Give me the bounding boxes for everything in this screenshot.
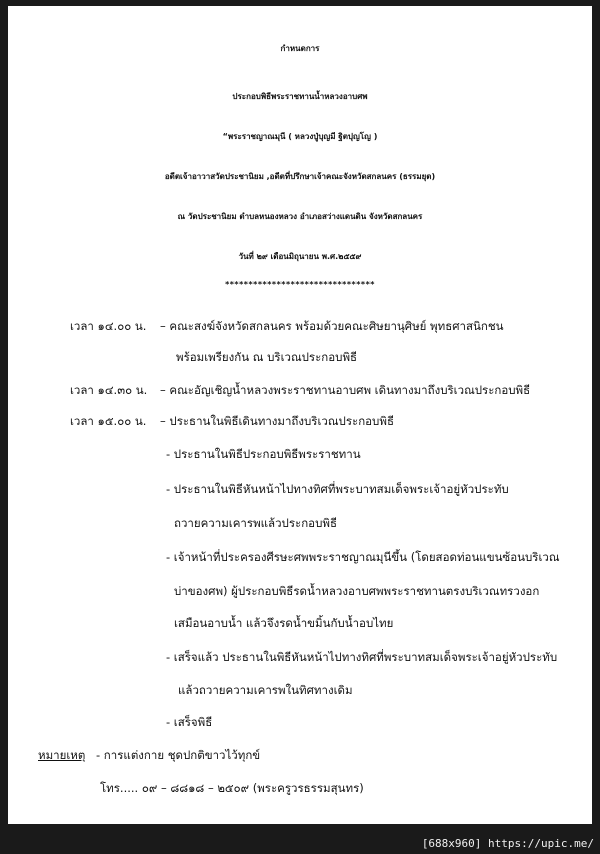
note-phone: โทร..... ๐๙ – ๘๘๑๘ – ๒๕๐๙ (พระครูวรธรรมสุนทร)	[100, 781, 364, 795]
honoree-name: “พระราชญาณมุนี ( หลวงปู่บุญมี ฐิตปุญโญ )	[222, 132, 378, 141]
schedule-line: - เจ้าหน้าที่ประครองศีรษะศพพระราชญาณมุนีขึ้น (โดยสอดท่อนแขนซ้อนบริเวณ	[166, 550, 560, 564]
note-dress-code: - การแต่งกาย ชุดปกติขาวไว้ทุกข์	[96, 748, 261, 762]
former-positions: อดีตเจ้าอาวาสวัดประชานิยม ,อดีตที่ปรึกษาเจ้าคณะจังหวัดสกลนคร (ธรรมยุต)	[164, 172, 436, 181]
schedule-line: เสมือนอาบน้ำ แล้วจึงรดน้ำขมิ้นกับน้ำอบไทย	[174, 616, 394, 630]
document-page	[8, 6, 592, 824]
ceremony-date: วันที่ ๒๙ เดือนมิถุนายน พ.ศ.๒๕๕๙	[238, 252, 362, 261]
schedule-line: - เสร็จพิธี	[166, 715, 213, 729]
schedule-line: – คณะสงฆ์จังหวัดสกลนคร พร้อมด้วยคณะศิษยานุศิษย์ พุทธศาสนิกชน	[160, 319, 504, 333]
schedule-line: แล้วถวายความเคารพในทิศทางเดิม	[178, 683, 353, 697]
document-title: กำหนดการ	[280, 44, 320, 53]
schedule-line: – ประธานในพิธีเดินทางมาถึงบริเวณประกอบพิธี	[160, 414, 394, 428]
schedule-line: – คณะอัญเชิญน้ำหลวงพระราชทานอาบศพ เดินทางมาถึงบริเวณประกอบพิธี	[160, 383, 531, 397]
ceremony-location: ณ วัดประชานิยม ตำบลหนองหลวง อำเภอสว่างแดนดิน จังหวัดสกลนคร	[177, 212, 423, 221]
schedule-line: - ประธานในพิธีหันหน้าไปทางทิศที่พระบาทสมเด็จพระเจ้าอยู่หัวประทับ	[166, 482, 509, 496]
schedule-line: - เสร็จแล้ว ประธานในพิธีหันหน้าไปทางทิศที่พระบาทสมเด็จพระเจ้าอยู่หัวประทับ	[166, 650, 558, 664]
schedule-time-1500: เวลา ๑๕.๐๐ น.	[70, 414, 147, 428]
watermark-text: [688x960] https://upic.me/	[421, 837, 594, 850]
schedule-time-1400: เวลา ๑๔.๐๐ น.	[70, 319, 147, 333]
ceremony-subtitle: ประกอบพิธีพระราชทานน้ำหลวงอาบศพ	[232, 92, 368, 101]
schedule-time-1430: เวลา ๑๔.๓๐ น.	[70, 383, 148, 397]
schedule-line: ถวายความเคารพแล้วประกอบพิธี	[174, 516, 337, 530]
schedule-line: - ประธานในพิธีประกอบพิธีพระราชทาน	[166, 447, 361, 461]
schedule-line: บ่าของศพ) ผู้ประกอบพิธีรดน้ำหลวงอาบศพพระราชทานตรงบริเวณทรวงอก	[174, 584, 540, 598]
note-label: หมายเหตุ	[38, 748, 86, 762]
schedule-line: พร้อมเพรียงกัน ณ บริเวณประกอบพิธี	[176, 350, 358, 364]
divider-asterisks: ********************************	[225, 280, 375, 289]
